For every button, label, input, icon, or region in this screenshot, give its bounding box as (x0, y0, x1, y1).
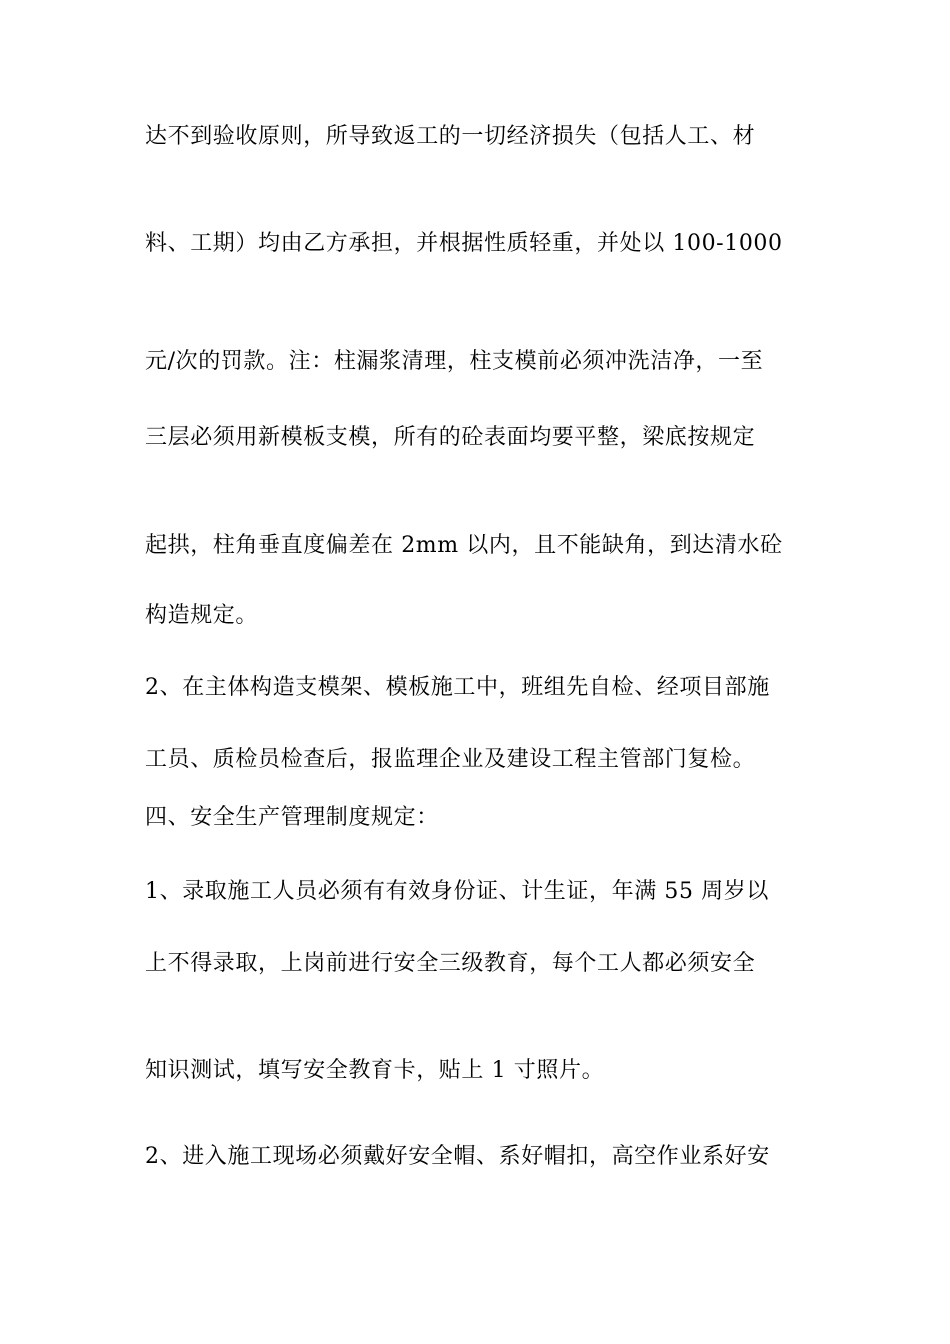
text-line: 知识测试，填写安全教育卡，贴上 1 寸照片。 (145, 1058, 605, 1083)
numbered-item: 2、在主体构造支模架、模板施工中，班组先自检、经项目部施 (145, 675, 770, 700)
text-line: 三层必须用新模板支模，所有的砼表面均要平整，梁底按规定 (145, 425, 756, 450)
text-line: 元/次的罚款。注：柱漏浆清理，柱支模前必须冲洗洁净，一至 (145, 349, 764, 374)
numbered-item: 2、进入施工现场必须戴好安全帽、系好帽扣，高空作业系好安 (145, 1144, 770, 1169)
text-line: 起拱，柱角垂直度偏差在 2mm 以内，且不能缺角，到达清水砼 (145, 533, 783, 558)
numbered-item: 1、录取施工人员必须有有效身份证、计生证，年满 55 周岁以 (145, 879, 769, 904)
text-line: 料、工期）均由乙方承担，并根据性质轻重，并处以 100-1000 (145, 231, 783, 256)
text-line: 构造规定。 (145, 603, 259, 628)
text-line: 工员、质检员检查后，报监理企业及建设工程主管部门复检。 (145, 747, 756, 772)
text-line: 达不到验收原则，所导致返工的一切经济损失（包括人工、材 (145, 124, 756, 149)
text-line: 上不得录取，上岗前进行安全三级教育，每个工人都必须安全 (145, 951, 756, 976)
section-heading: 四、安全生产管理制度规定： (145, 805, 439, 830)
